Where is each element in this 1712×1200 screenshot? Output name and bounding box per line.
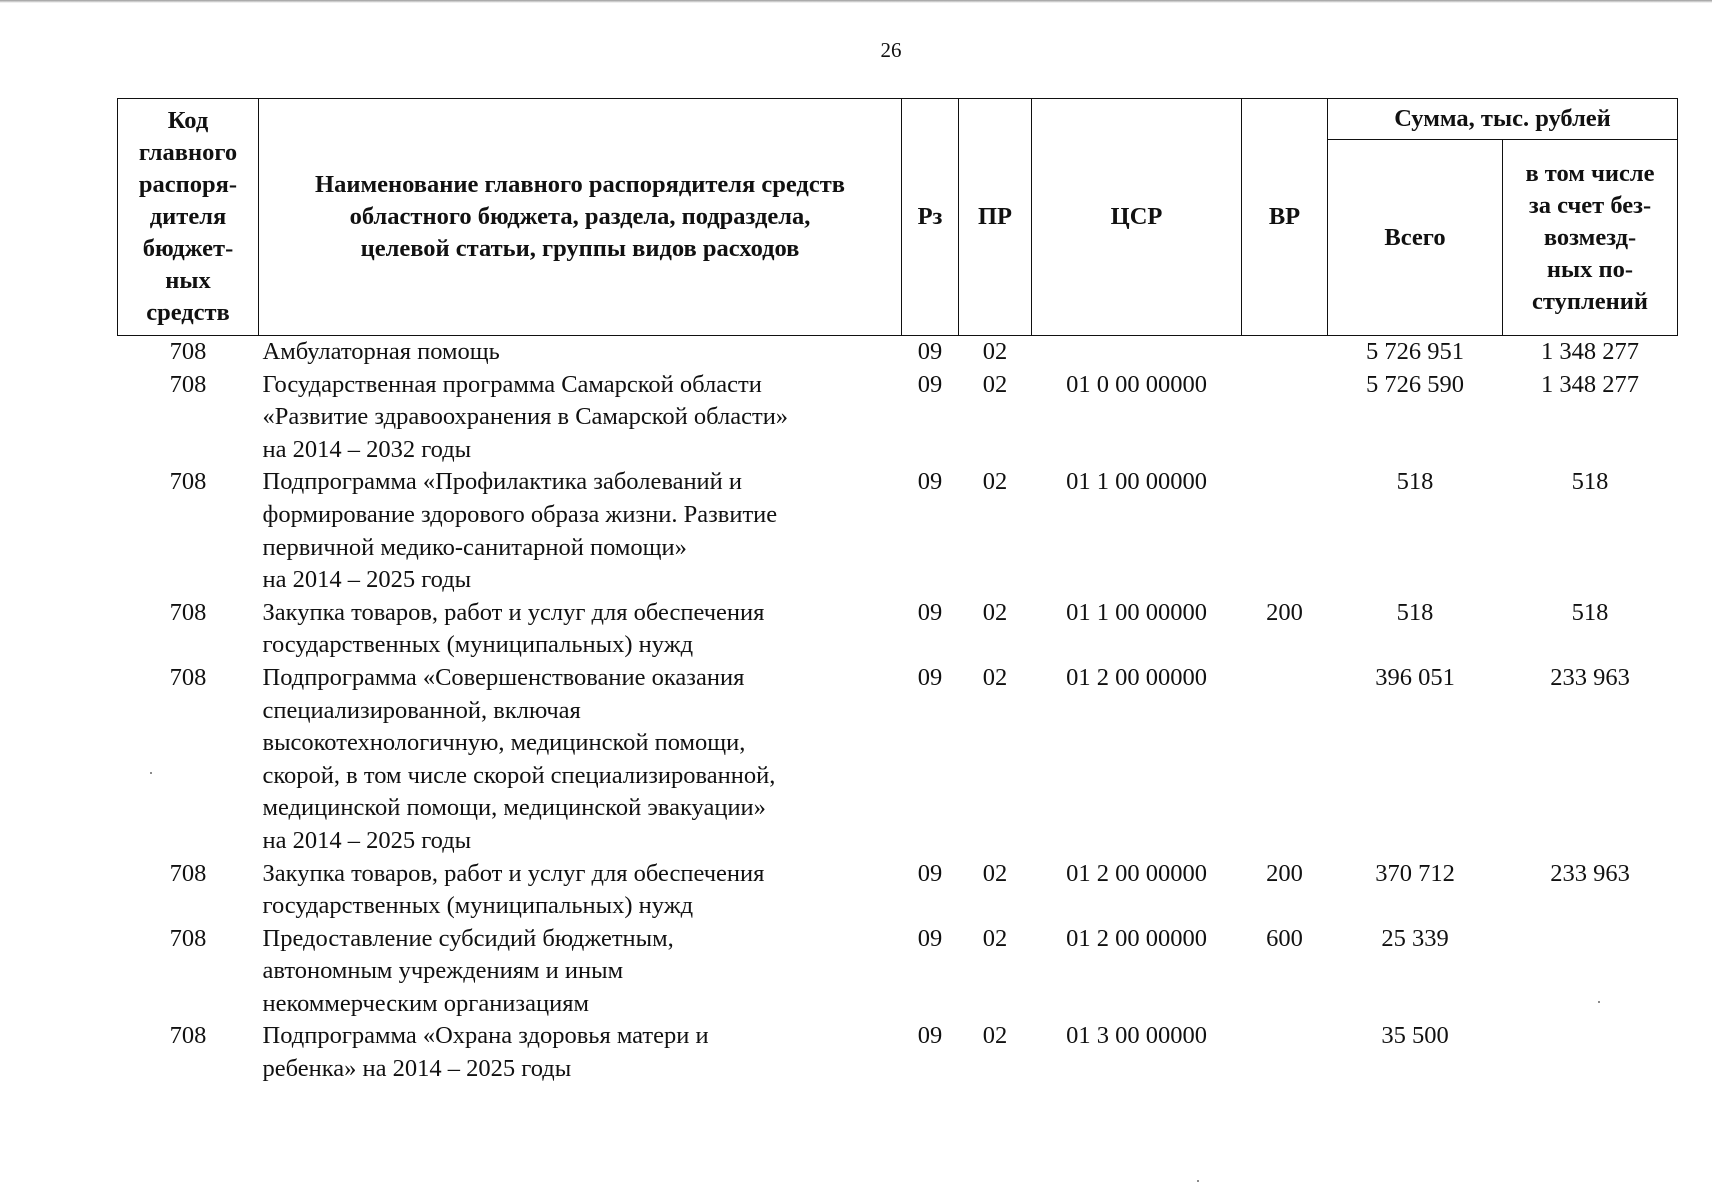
name-line: Амбулаторная помощь: [262, 338, 500, 365]
header-free-line: ных по-: [1546, 255, 1634, 283]
header-sum-group: Сумма, тыс. рублей: [1328, 99, 1678, 140]
cell-csr: [1032, 336, 1242, 369]
cell-pr: 02: [982, 663, 1008, 691]
cell-free: 233 963: [1550, 859, 1630, 887]
name-line: государственных (муниципальных) нужд: [262, 892, 694, 920]
table-row: [118, 597, 1678, 662]
table-row: [118, 369, 1678, 467]
name-line: Предоставление субсидий бюджетным,: [262, 924, 674, 952]
cell-rz: 09: [917, 370, 943, 398]
header-free: [1503, 140, 1678, 336]
table-header: [118, 99, 1678, 336]
cell-rz: 09: [917, 924, 943, 952]
cell-rz: 09: [917, 598, 943, 626]
cell-free: 233 963: [1550, 663, 1630, 691]
name-line: автономным учреждениям и иным: [262, 957, 624, 985]
name-line: некоммерческим организациям: [262, 989, 589, 1017]
cell-free: 1 348 277: [1541, 338, 1639, 365]
cell-rz: 09: [917, 859, 943, 887]
cell-name: [259, 336, 902, 369]
cell-free: 518: [1571, 468, 1609, 496]
cell-code: 708: [169, 859, 207, 887]
header-vr: ВР: [1242, 99, 1328, 336]
header-code-line: главного: [138, 139, 238, 166]
header-code-line: ных: [165, 267, 211, 294]
cell-csr: 01 3 00 00000: [1066, 1022, 1207, 1050]
table-row: [118, 923, 1678, 1021]
name-line: на 2014 – 2032 годы: [262, 435, 472, 463]
header-free-line: за счет без-: [1528, 191, 1652, 219]
header-name-line: областного бюджета, раздела, подраздела,: [349, 203, 811, 230]
header-code-line: бюджет-: [142, 235, 234, 262]
cell-pr: 02: [982, 859, 1008, 887]
header-free-line: в том числе: [1525, 159, 1655, 187]
name-line: первичной медико-санитарной помощи»: [262, 533, 687, 561]
header-free-line: ступлений: [1532, 287, 1648, 315]
cell-code: 708: [169, 338, 207, 365]
name-line: ребенка» на 2014 – 2025 годы: [262, 1055, 572, 1083]
cell-vr: 200: [1266, 859, 1303, 887]
cell-pr: 02: [982, 338, 1008, 365]
cell-free: [1503, 923, 1678, 1021]
cell-name: [259, 858, 902, 923]
cell-vr: [1242, 662, 1328, 858]
scan-speck: [1197, 1180, 1199, 1182]
header-total: Всего: [1328, 140, 1503, 336]
cell-csr: 01 2 00 00000: [1066, 859, 1207, 887]
name-line: «Развитие здравоохранения в Самарской области»: [262, 403, 789, 431]
name-line: Закупка товаров, работ и услуг для обеспечения: [262, 859, 765, 887]
cell-vr: 200: [1266, 598, 1303, 626]
cell-code: 708: [169, 1022, 207, 1050]
cell-vr: [1242, 369, 1328, 467]
cell-vr: [1242, 466, 1328, 596]
name-line: высокотехнологичную, медицинской помощи,: [262, 729, 746, 757]
header-code-line: средств: [146, 299, 230, 326]
cell-vr: [1242, 336, 1328, 369]
cell-pr: 02: [982, 370, 1008, 398]
name-line: государственных (муниципальных) нужд: [262, 631, 694, 659]
cell-rz: 09: [917, 663, 943, 691]
cell-pr: 02: [982, 468, 1008, 496]
cell-total: 5 726 590: [1366, 370, 1464, 398]
cell-name: [259, 597, 902, 662]
table-row: [118, 466, 1678, 596]
page-number: 26: [880, 38, 902, 62]
header-rz: Рз: [902, 99, 959, 336]
cell-pr: 02: [982, 598, 1008, 626]
cell-free: [1503, 1020, 1678, 1085]
table-row: [118, 858, 1678, 923]
cell-csr: 01 0 00 00000: [1066, 370, 1207, 398]
cell-total: 518: [1396, 468, 1434, 496]
header-csr: ЦСР: [1032, 99, 1242, 336]
header-code-line: дителя: [149, 203, 227, 230]
header-code-line: распоря-: [138, 171, 238, 198]
table-row: [118, 662, 1678, 858]
cell-csr: 01 1 00 00000: [1066, 598, 1207, 626]
cell-code: 708: [169, 924, 207, 952]
scan-edge: [0, 0, 1712, 3]
name-line: на 2014 – 2025 годы: [262, 566, 472, 594]
header-name-line: Наименование главного распорядителя средств: [315, 171, 845, 198]
cell-name: [259, 923, 902, 1021]
cell-total: 35 500: [1381, 1022, 1449, 1050]
cell-code: 708: [169, 598, 207, 626]
cell-rz: 09: [917, 1022, 943, 1050]
cell-name: [259, 369, 902, 467]
name-line: на 2014 – 2025 годы: [262, 826, 472, 854]
name-line: формирование здорового образа жизни. Развитие: [262, 500, 778, 528]
name-line: Подпрограмма «Совершенствование оказания: [262, 663, 745, 691]
cell-pr: 02: [982, 1022, 1008, 1050]
header-name-line: целевой статьи, группы видов расходов: [360, 235, 800, 262]
name-line: Подпрограмма «Охрана здоровья матери и: [262, 1022, 709, 1050]
cell-csr: 01 2 00 00000: [1066, 663, 1207, 691]
cell-pr: 02: [982, 924, 1008, 952]
name-line: специализированной, включая: [262, 696, 581, 724]
cell-rz: 09: [917, 468, 943, 496]
table-row: [118, 336, 1678, 369]
cell-vr: 600: [1266, 924, 1303, 952]
name-line: Государственная программа Самарской области: [262, 370, 762, 398]
name-line: скорой, в том числе скорой специализированной,: [262, 761, 776, 789]
cell-rz: 09: [917, 338, 943, 365]
cell-csr: 01 1 00 00000: [1066, 468, 1207, 496]
name-line: Закупка товаров, работ и услуг для обеспечения: [262, 598, 765, 626]
cell-total: 370 712: [1375, 859, 1455, 887]
table-body: [118, 336, 1678, 1086]
cell-total: 25 339: [1381, 924, 1449, 952]
table-row: [118, 1020, 1678, 1085]
cell-code: 708: [169, 663, 207, 691]
header-pr: ПР: [959, 99, 1032, 336]
cell-name: [259, 662, 902, 858]
budget-table: [117, 98, 1678, 1086]
cell-free: 1 348 277: [1541, 370, 1639, 398]
cell-free: 518: [1571, 598, 1609, 626]
cell-vr: [1242, 1020, 1328, 1085]
header-name: [259, 99, 902, 336]
header-code-line: Код: [167, 107, 209, 134]
name-line: Подпрограмма «Профилактика заболеваний и: [262, 468, 743, 496]
cell-total: 396 051: [1375, 663, 1455, 691]
cell-name: [259, 1020, 902, 1085]
cell-total: 518: [1396, 598, 1434, 626]
cell-csr: 01 2 00 00000: [1066, 924, 1207, 952]
header-free-line: возмезд-: [1543, 223, 1637, 251]
header-code: [118, 99, 259, 336]
name-line: медицинской помощи, медицинской эвакуации»: [262, 794, 766, 822]
cell-code: 708: [169, 370, 207, 398]
cell-name: [259, 466, 902, 596]
cell-code: 708: [169, 468, 207, 496]
cell-total: 5 726 951: [1366, 338, 1464, 365]
